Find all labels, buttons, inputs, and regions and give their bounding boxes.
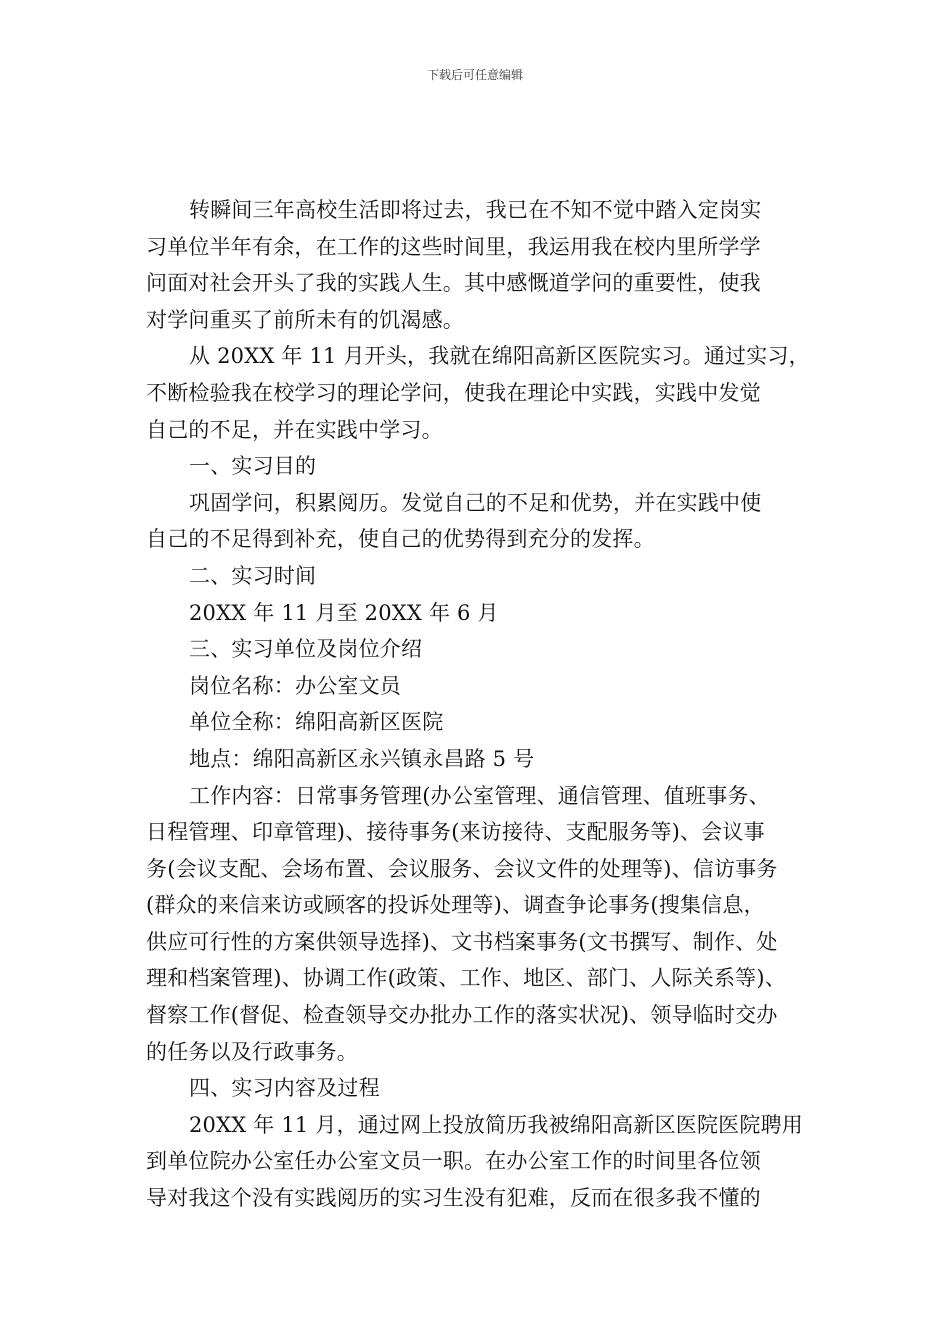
text-line: 三、实习单位及岗位介绍	[189, 637, 423, 662]
text-line: 问面对社会开头了我的实践人生。其中感慨道学问的重要性，使我	[146, 271, 761, 296]
text-line: 供应可行性的方案供领导选择)、文书档案事务(文书撰写、制作、处	[146, 929, 778, 954]
text-line: 理和档案管理)、协调工作(政策、工作、地区、部门、人际关系等)、	[146, 966, 786, 991]
text-line: 务(会议支配、会场布置、会议服务、会议文件的处理等)、信访事务	[146, 856, 778, 881]
text-line: 巩固学问，积累阅历。发觉自己的不足和优势，并在实践中使	[189, 490, 762, 515]
text-line: 的任务以及行政事务。	[146, 1039, 358, 1064]
text-line: 地点：绵阳高新区永兴镇永昌路 5 号	[189, 746, 535, 771]
text-line: 习单位半年有余，在工作的这些时间里，我运用我在校内里所学学	[146, 234, 761, 259]
text-line: 工作内容：日常事务管理(办公室管理、通信管理、值班事务、	[189, 783, 770, 808]
text-line: 不断检验我在校学习的理论学问，使我在理论中实践，实践中发觉	[146, 380, 761, 405]
page-header: 下载后可任意编辑	[426, 68, 523, 82]
text-line: 从 20XX 年 11 月开头，我就在绵阳高新区医院实习。通过实习，	[189, 344, 810, 369]
text-line: 到单位院办公室任办公室文员一职。在办公室工作的时间里各位领	[146, 1149, 761, 1174]
text-line: 日程管理、印章管理)、接待事务(来访接待、支配服务等)、会议事	[146, 820, 765, 845]
text-line: (群众的来信来访或顾客的投诉处理等)、调查争论事务(搜集信息，	[146, 893, 765, 918]
text-line: 督察工作(督促、检查领导交办批办工作的落实状况)、领导临时交办	[146, 1003, 778, 1028]
text-line: 导对我这个没有实践阅历的实习生没有犯难，反而在很多我不懂的	[146, 1186, 761, 1211]
text-line: 岗位名称：办公室文员	[189, 673, 401, 698]
text-line: 转瞬间三年高校生活即将过去，我已在不知不觉中踏入定岗实	[189, 198, 762, 222]
text-line: 二、实习时间	[189, 563, 317, 588]
document-body	[146, 192, 808, 1217]
text-line: 20XX 年 11 月，通过网上投放简历我被绵阳高新区医院医院聘用	[189, 1112, 803, 1137]
text-line: 一、实习目的	[189, 454, 317, 479]
text-line: 20XX 年 11 月至 20XX 年 6 月	[189, 600, 499, 625]
text-line: 对学问重买了前所未有的饥渴感。	[146, 307, 464, 332]
text-line: 自己的不足，并在实践中学习。	[146, 417, 443, 442]
text-line: 单位全称：绵阳高新区医院	[189, 710, 444, 735]
text-line: 自己的不足得到补充，使自己的优势得到充分的发挥。	[146, 527, 655, 552]
text-line: 四、实习内容及过程	[189, 1076, 380, 1101]
